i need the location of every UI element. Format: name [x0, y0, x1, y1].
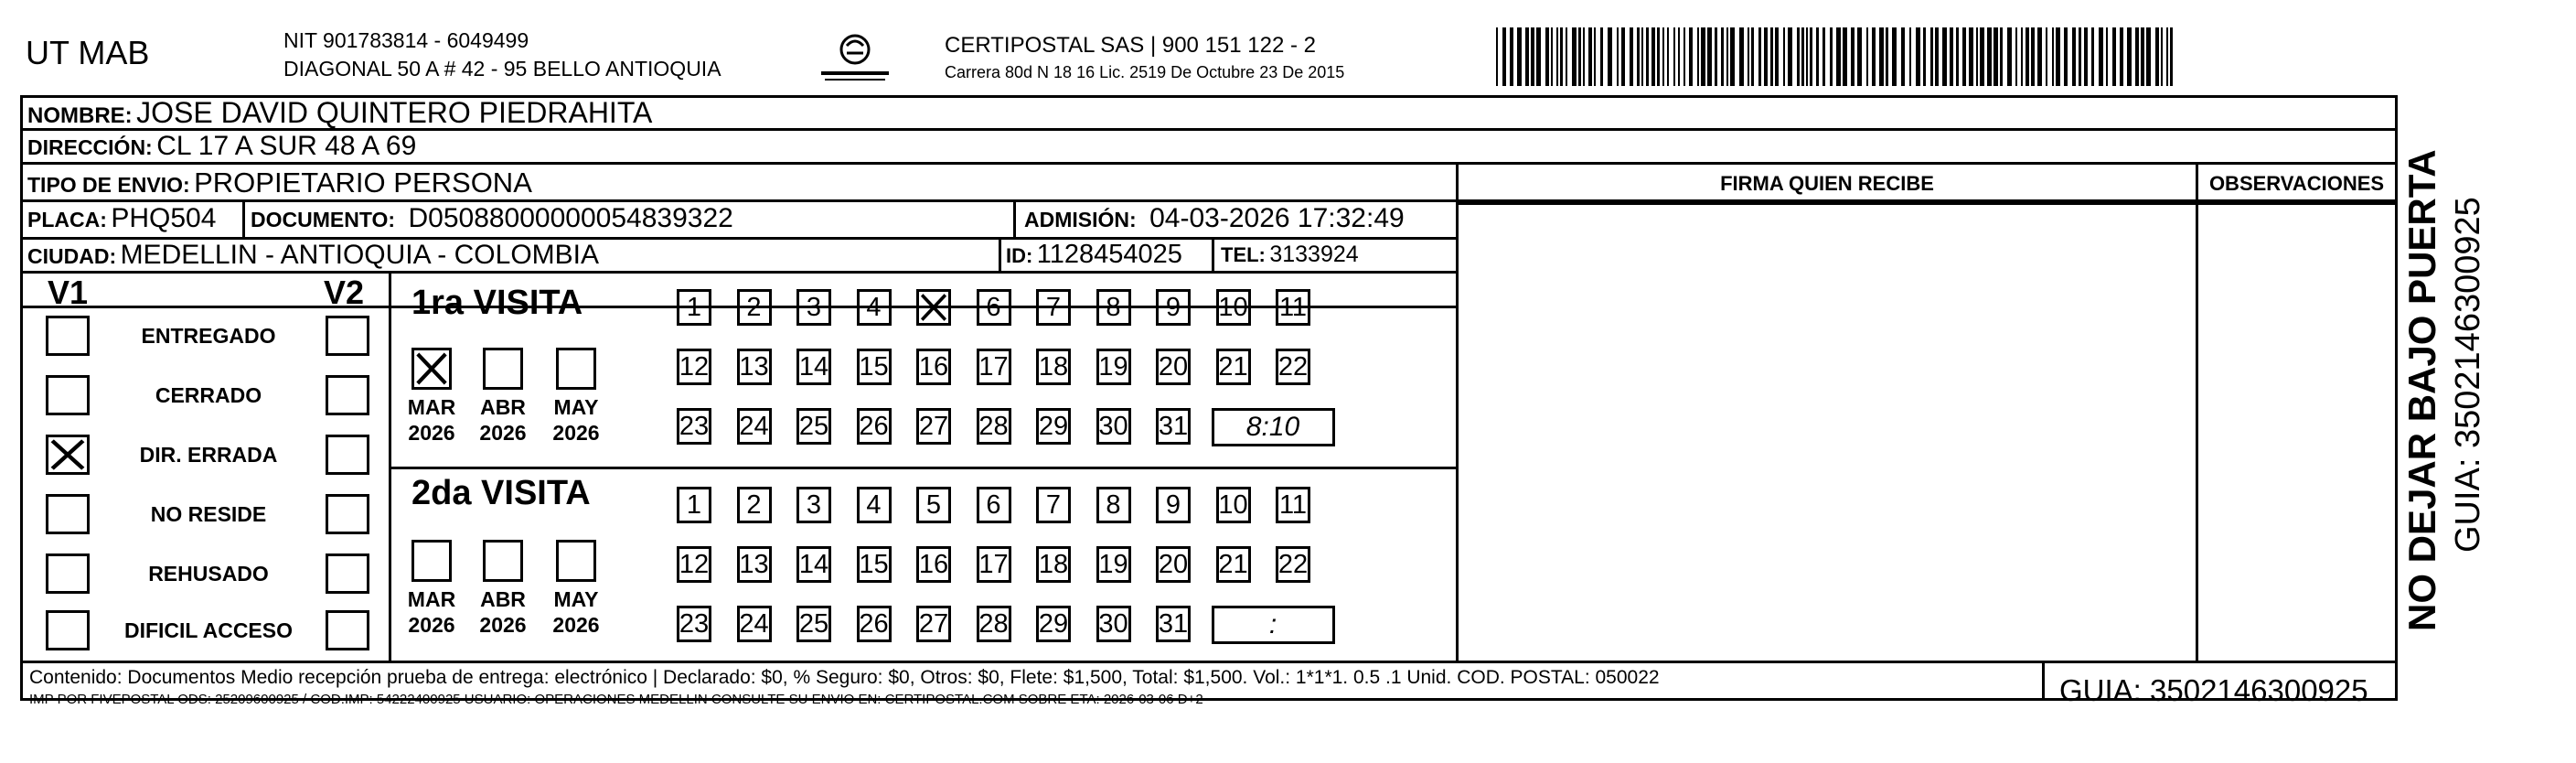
barcode-bar: [1916, 27, 1920, 86]
admision-field: ADMISIÓN: 04-03-2026 17:32:49: [1024, 203, 1405, 233]
barcode-bar: [1801, 27, 1804, 86]
tipo-value: PROPIETARIO PERSONA: [194, 167, 532, 199]
barcode: [1496, 27, 2177, 86]
barcode-bar: [1566, 27, 1567, 86]
barcode-bar: [1980, 27, 1984, 86]
month-label: MAY: [553, 587, 599, 611]
barcode-bar: [1578, 27, 1581, 86]
barcode-bar: [1770, 27, 1773, 86]
month-label: ABR: [480, 587, 526, 611]
barcode-bar: [1810, 27, 1812, 86]
day-box[interactable]: 7: [1036, 487, 1071, 523]
barcode-bar: [1739, 27, 1744, 86]
barcode-bar: [2091, 27, 2094, 86]
day-box[interactable]: 1: [677, 487, 711, 523]
barcode-bar: [1560, 27, 1563, 86]
day-box[interactable]: 28: [977, 408, 1011, 445]
barcode-bar: [1525, 27, 1529, 86]
day-box[interactable]: 21: [1216, 546, 1251, 583]
day-box[interactable]: 3: [796, 289, 831, 326]
v2-header: V2: [324, 274, 365, 311]
v2-checkbox[interactable]: [326, 435, 369, 475]
day-box[interactable]: 4: [857, 289, 892, 326]
footer-guia: GUIA: 3502146300925: [2059, 673, 2368, 707]
day-box[interactable]: 18: [1036, 546, 1071, 583]
day-box[interactable]: 19: [1096, 546, 1131, 583]
barcode-bar: [2112, 27, 2116, 86]
sender-nit: NIT 901783814 - 6049499: [283, 28, 529, 52]
placa-value: PHQ504: [111, 203, 217, 233]
barcode-bar: [1683, 27, 1685, 86]
barcode-bar: [1531, 27, 1534, 86]
day-box[interactable]: 11: [1276, 289, 1310, 326]
day-box[interactable]: 10: [1216, 487, 1251, 523]
barcode-bar: [1617, 27, 1619, 86]
barcode-bar: [1651, 27, 1655, 86]
barcode-bar: [2007, 27, 2012, 86]
barcode-bar: [1851, 27, 1855, 86]
barcode-bar: [1646, 27, 1649, 86]
day-box[interactable]: 31: [1156, 606, 1191, 642]
id-field: ID: 1128454025: [1006, 240, 1182, 269]
time-box[interactable]: :: [1212, 606, 1335, 644]
barcode-bar: [1843, 27, 1847, 86]
barcode-bar: [1830, 27, 1833, 86]
day-box[interactable]: [916, 289, 951, 326]
barcode-bar: [1689, 27, 1693, 86]
barcode-bar: [1892, 27, 1897, 86]
status-label: DIFICIL ACCESO: [123, 618, 293, 642]
barcode-bar: [1788, 27, 1792, 86]
day-box[interactable]: 8: [1096, 289, 1131, 326]
v1-checkbox[interactable]: [46, 435, 90, 475]
day-box[interactable]: 15: [857, 546, 892, 583]
barcode-bar: [1707, 27, 1712, 86]
barcode-bar: [1751, 27, 1754, 86]
documento-value: D05088000000054839322: [408, 203, 733, 233]
barcode-bar: [1764, 27, 1768, 86]
direccion-value: CL 17 A SUR 48 A 69: [156, 131, 417, 161]
v1-header: V1: [48, 274, 89, 311]
day-box[interactable]: 29: [1036, 408, 1071, 445]
barcode-bar: [1510, 27, 1513, 86]
v1-checkbox[interactable]: [46, 610, 90, 650]
month-checkbox[interactable]: [556, 348, 596, 390]
barcode-bar: [1667, 27, 1669, 86]
year-label: 2026: [408, 613, 455, 637]
barcode-bar: [1726, 27, 1728, 86]
barcode-bar: [2079, 27, 2081, 86]
barcode-bar: [1836, 27, 1841, 86]
day-box[interactable]: 22: [1276, 546, 1310, 583]
nombre-field: NOMBRE: JOSE DAVID QUINTERO PIEDRAHITA: [27, 96, 653, 129]
barcode-bar: [2026, 27, 2029, 86]
day-box[interactable]: 7: [1036, 289, 1071, 326]
barcode-bar: [1923, 27, 1926, 86]
barcode-bar: [1583, 27, 1585, 86]
year-label: 2026: [479, 421, 527, 445]
sender-name: UT MAB: [26, 34, 150, 71]
month-checkbox[interactable]: [556, 540, 596, 582]
barcode-bar: [2161, 27, 2163, 86]
day-box[interactable]: 16: [916, 546, 951, 583]
barcode-bar: [1950, 27, 1953, 86]
barcode-bar: [1758, 27, 1761, 86]
day-box[interactable]: 6: [977, 289, 1011, 326]
barcode-bar: [2166, 27, 2168, 86]
barcode-bar: [2084, 27, 2088, 86]
barcode-bar: [1637, 27, 1640, 86]
barcode-bar: [1730, 27, 1735, 86]
barcode-bar: [1969, 27, 1973, 86]
day-box[interactable]: 9: [1156, 487, 1191, 523]
barcode-bar: [1930, 27, 1933, 86]
barcode-bar: [1901, 27, 1905, 86]
barcode-bar: [2155, 27, 2159, 86]
placa-field: PLACA: PHQ504: [27, 203, 217, 233]
barcode-bar: [1993, 27, 1998, 86]
barcode-bar: [1976, 27, 1978, 86]
barcode-bar: [1721, 27, 1724, 86]
observaciones-header: OBSERVACIONES: [2208, 172, 2385, 195]
id-value: 1128454025: [1036, 240, 1182, 269]
day-box[interactable]: 16: [916, 349, 951, 385]
v1-checkbox[interactable]: [46, 375, 90, 415]
v1-checkbox[interactable]: [46, 316, 90, 356]
status-label: NO RESIDE: [150, 502, 267, 526]
day-box[interactable]: 19: [1096, 349, 1131, 385]
barcode-bar: [2106, 27, 2108, 86]
day-box[interactable]: 14: [796, 349, 831, 385]
day-box[interactable]: 20: [1156, 546, 1191, 583]
day-box[interactable]: 14: [796, 546, 831, 583]
day-box[interactable]: 27: [916, 408, 951, 445]
v1-checkbox[interactable]: [46, 553, 90, 594]
month-checkbox[interactable]: [483, 540, 523, 582]
barcode-bar: [2099, 27, 2103, 86]
day-box[interactable]: 17: [977, 349, 1011, 385]
day-box[interactable]: 23: [677, 606, 711, 642]
barcode-bar: [2056, 27, 2060, 86]
barcode-bar: [1701, 27, 1705, 86]
company-address: Carrera 80d N 18 16 Lic. 2519 De Octubre 23 De 2015: [945, 63, 1345, 81]
barcode-bar: [1657, 27, 1660, 86]
year-label: 2026: [552, 613, 600, 637]
month-checkbox[interactable]: [483, 348, 523, 390]
day-box[interactable]: 9: [1156, 289, 1191, 326]
day-box[interactable]: 26: [857, 408, 892, 445]
day-box[interactable]: 18: [1036, 349, 1071, 385]
barcode-bar: [2015, 27, 2017, 86]
month-label: MAR: [407, 395, 456, 419]
company-logo: [814, 33, 896, 88]
barcode-bar: [1775, 27, 1779, 86]
barcode-bar: [1630, 27, 1633, 86]
firma-header: FIRMA QUIEN RECIBE: [1720, 172, 1934, 195]
month-checkbox[interactable]: [412, 540, 452, 582]
barcode-bar: [1551, 27, 1553, 86]
barcode-bar: [1621, 27, 1625, 86]
day-box[interactable]: 1: [677, 289, 711, 326]
observaciones-area[interactable]: [2199, 206, 2394, 661]
day-box[interactable]: 8: [1096, 487, 1131, 523]
barcode-bar: [1662, 27, 1664, 86]
day-box[interactable]: 21: [1216, 349, 1251, 385]
documento-field: DOCUMENTO: D05088000000054839322: [251, 203, 733, 233]
direccion-field: DIRECCIÓN: CL 17 A SUR 48 A 69: [27, 131, 417, 161]
v2-checkbox[interactable]: [326, 494, 369, 534]
barcode-bar: [1536, 27, 1541, 86]
tipo-field: TIPO DE ENVIO: PROPIETARIO PERSONA: [27, 167, 532, 199]
barcode-bar: [1697, 27, 1699, 86]
barcode-bar: [2000, 27, 2003, 86]
day-box[interactable]: 30: [1096, 606, 1131, 642]
barcode-bar: [1556, 27, 1558, 86]
day-box[interactable]: 11: [1276, 487, 1310, 523]
barcode-bar: [1545, 27, 1549, 86]
day-box[interactable]: 29: [1036, 606, 1071, 642]
day-box[interactable]: 24: [737, 606, 772, 642]
v2-checkbox[interactable]: [326, 553, 369, 594]
side-warning: NO DEJAR BAJO PUERTA: [2400, 149, 2443, 631]
day-box[interactable]: 20: [1156, 349, 1191, 385]
barcode-bar: [2141, 27, 2144, 86]
day-box[interactable]: 17: [977, 546, 1011, 583]
barcode-bar: [1673, 27, 1675, 86]
year-label: 2026: [479, 613, 527, 637]
barcode-bar: [2135, 27, 2139, 86]
time-box[interactable]: 8:10: [1212, 408, 1335, 446]
barcode-bar: [1588, 27, 1592, 86]
year-label: 2026: [552, 421, 600, 445]
barcode-bar: [1886, 27, 1888, 86]
barcode-bar: [2072, 27, 2076, 86]
status-label: ENTREGADO: [141, 324, 276, 348]
barcode-bar: [1608, 27, 1612, 86]
barcode-bar: [2127, 27, 2132, 86]
barcode-bar: [1594, 27, 1596, 86]
ciudad-value: MEDELLIN - ANTIOQUIA - COLOMBIA: [120, 240, 599, 270]
day-box[interactable]: 13: [737, 546, 772, 583]
day-box[interactable]: 26: [857, 606, 892, 642]
barcode-bar: [1641, 27, 1643, 86]
month-label: MAR: [407, 587, 456, 611]
barcode-bar: [1987, 27, 1992, 86]
barcode-bar: [1806, 27, 1808, 86]
day-box[interactable]: 15: [857, 349, 892, 385]
firma-area[interactable]: [1459, 206, 2195, 661]
barcode-bar: [2052, 27, 2054, 86]
day-box[interactable]: 2: [737, 289, 772, 326]
sender-address: DIAGONAL 50 A # 42 - 95 BELLO ANTIOQUIA: [283, 57, 721, 81]
status-label: DIR. ERRADA: [139, 443, 278, 467]
day-box[interactable]: 28: [977, 606, 1011, 642]
day-box[interactable]: 31: [1156, 408, 1191, 445]
day-box[interactable]: 10: [1216, 289, 1251, 326]
barcode-bar: [1857, 27, 1862, 86]
day-box[interactable]: 4: [857, 487, 892, 523]
v1-checkbox[interactable]: [46, 494, 90, 534]
tel-field: TEL: 3133924: [1221, 242, 1359, 267]
barcode-bar: [1600, 27, 1603, 86]
barcode-bar: [1822, 27, 1825, 86]
barcode-bar: [1797, 27, 1800, 86]
visit1-title: 1ra VISITA: [412, 284, 583, 322]
month-label: MAY: [553, 395, 599, 419]
barcode-bar: [1517, 27, 1522, 86]
status-label: CERRADO: [155, 383, 262, 407]
tel-value: 3133924: [1269, 242, 1359, 267]
barcode-bar: [1715, 27, 1717, 86]
barcode-bar: [1748, 27, 1749, 86]
day-box[interactable]: 5: [916, 487, 951, 523]
day-box[interactable]: 2: [737, 487, 772, 523]
v2-checkbox[interactable]: [326, 610, 369, 650]
day-box[interactable]: 27: [916, 606, 951, 642]
barcode-bar: [1942, 27, 1947, 86]
day-box[interactable]: 22: [1276, 349, 1310, 385]
day-box[interactable]: 6: [977, 487, 1011, 523]
day-box[interactable]: 30: [1096, 408, 1131, 445]
footer-imp: IMP POR FIVEPOSTAL ODS: 25209600925 / COD.IMP: 54222400925 USUARIO: OPERACIONES MEDELLIN CONSULTE SU ENVIO EN: CERTIPOSTAL.COM SOBRE ETA: 2026-03-06 D+2: [29, 692, 1203, 707]
barcode-bar: [1866, 27, 1868, 86]
day-box[interactable]: 25: [796, 606, 831, 642]
status-label: REHUSADO: [148, 562, 269, 586]
day-box[interactable]: 12: [677, 349, 711, 385]
barcode-bar: [1909, 27, 1911, 86]
barcode-bar: [2046, 27, 2047, 86]
day-box[interactable]: 25: [796, 408, 831, 445]
month-label: ABR: [480, 395, 526, 419]
footer-contenido: Contenido: Documentos Medio recepción prueba de entrega: electrónico | Declarado: $0, % Seguro: $0, Otros: $0, Flete: $1,500, Total: $1,500. Vol.: 1*1*1. 0.5 .1 Unid. COD. POSTAL: 050022: [29, 667, 1660, 688]
day-box[interactable]: 12: [677, 546, 711, 583]
v2-checkbox[interactable]: [326, 316, 369, 356]
barcode-bar: [1502, 27, 1506, 86]
day-box[interactable]: 23: [677, 408, 711, 445]
barcode-bar: [2146, 27, 2151, 86]
v2-checkbox[interactable]: [326, 375, 369, 415]
visit2-title: 2da VISITA: [412, 474, 591, 512]
barcode-bar: [1879, 27, 1884, 86]
ciudad-field: CIUDAD: MEDELLIN - ANTIOQUIA - COLOMBIA: [27, 240, 599, 270]
barcode-bar: [1572, 27, 1577, 86]
barcode-bar: [2064, 27, 2068, 86]
barcode-bar: [1496, 27, 1498, 86]
barcode-bar: [2170, 27, 2173, 86]
barcode-bar: [2031, 27, 2035, 86]
barcode-bar: [1872, 27, 1876, 86]
barcode-bar: [1962, 27, 1966, 86]
barcode-bar: [1783, 27, 1785, 86]
barcode-bar: [1956, 27, 1959, 86]
barcode-bar: [1816, 27, 1819, 86]
side-guia: GUIA: 3502146300925: [2449, 197, 2487, 553]
barcode-bar: [1678, 27, 1680, 86]
day-box[interactable]: 13: [737, 349, 772, 385]
nombre-value: JOSE DAVID QUINTERO PIEDRAHITA: [136, 96, 653, 129]
year-label: 2026: [408, 421, 455, 445]
barcode-bar: [1935, 27, 1939, 86]
barcode-bar: [2120, 27, 2123, 86]
admision-value: 04-03-2026 17:32:49: [1149, 203, 1405, 233]
barcode-bar: [2037, 27, 2042, 86]
barcode-bar: [2021, 27, 2023, 86]
month-checkbox[interactable]: [412, 348, 452, 390]
day-box[interactable]: 24: [737, 408, 772, 445]
day-box[interactable]: 3: [796, 487, 831, 523]
company-name: CERTIPOSTAL SAS | 900 151 122 - 2: [945, 33, 1316, 58]
